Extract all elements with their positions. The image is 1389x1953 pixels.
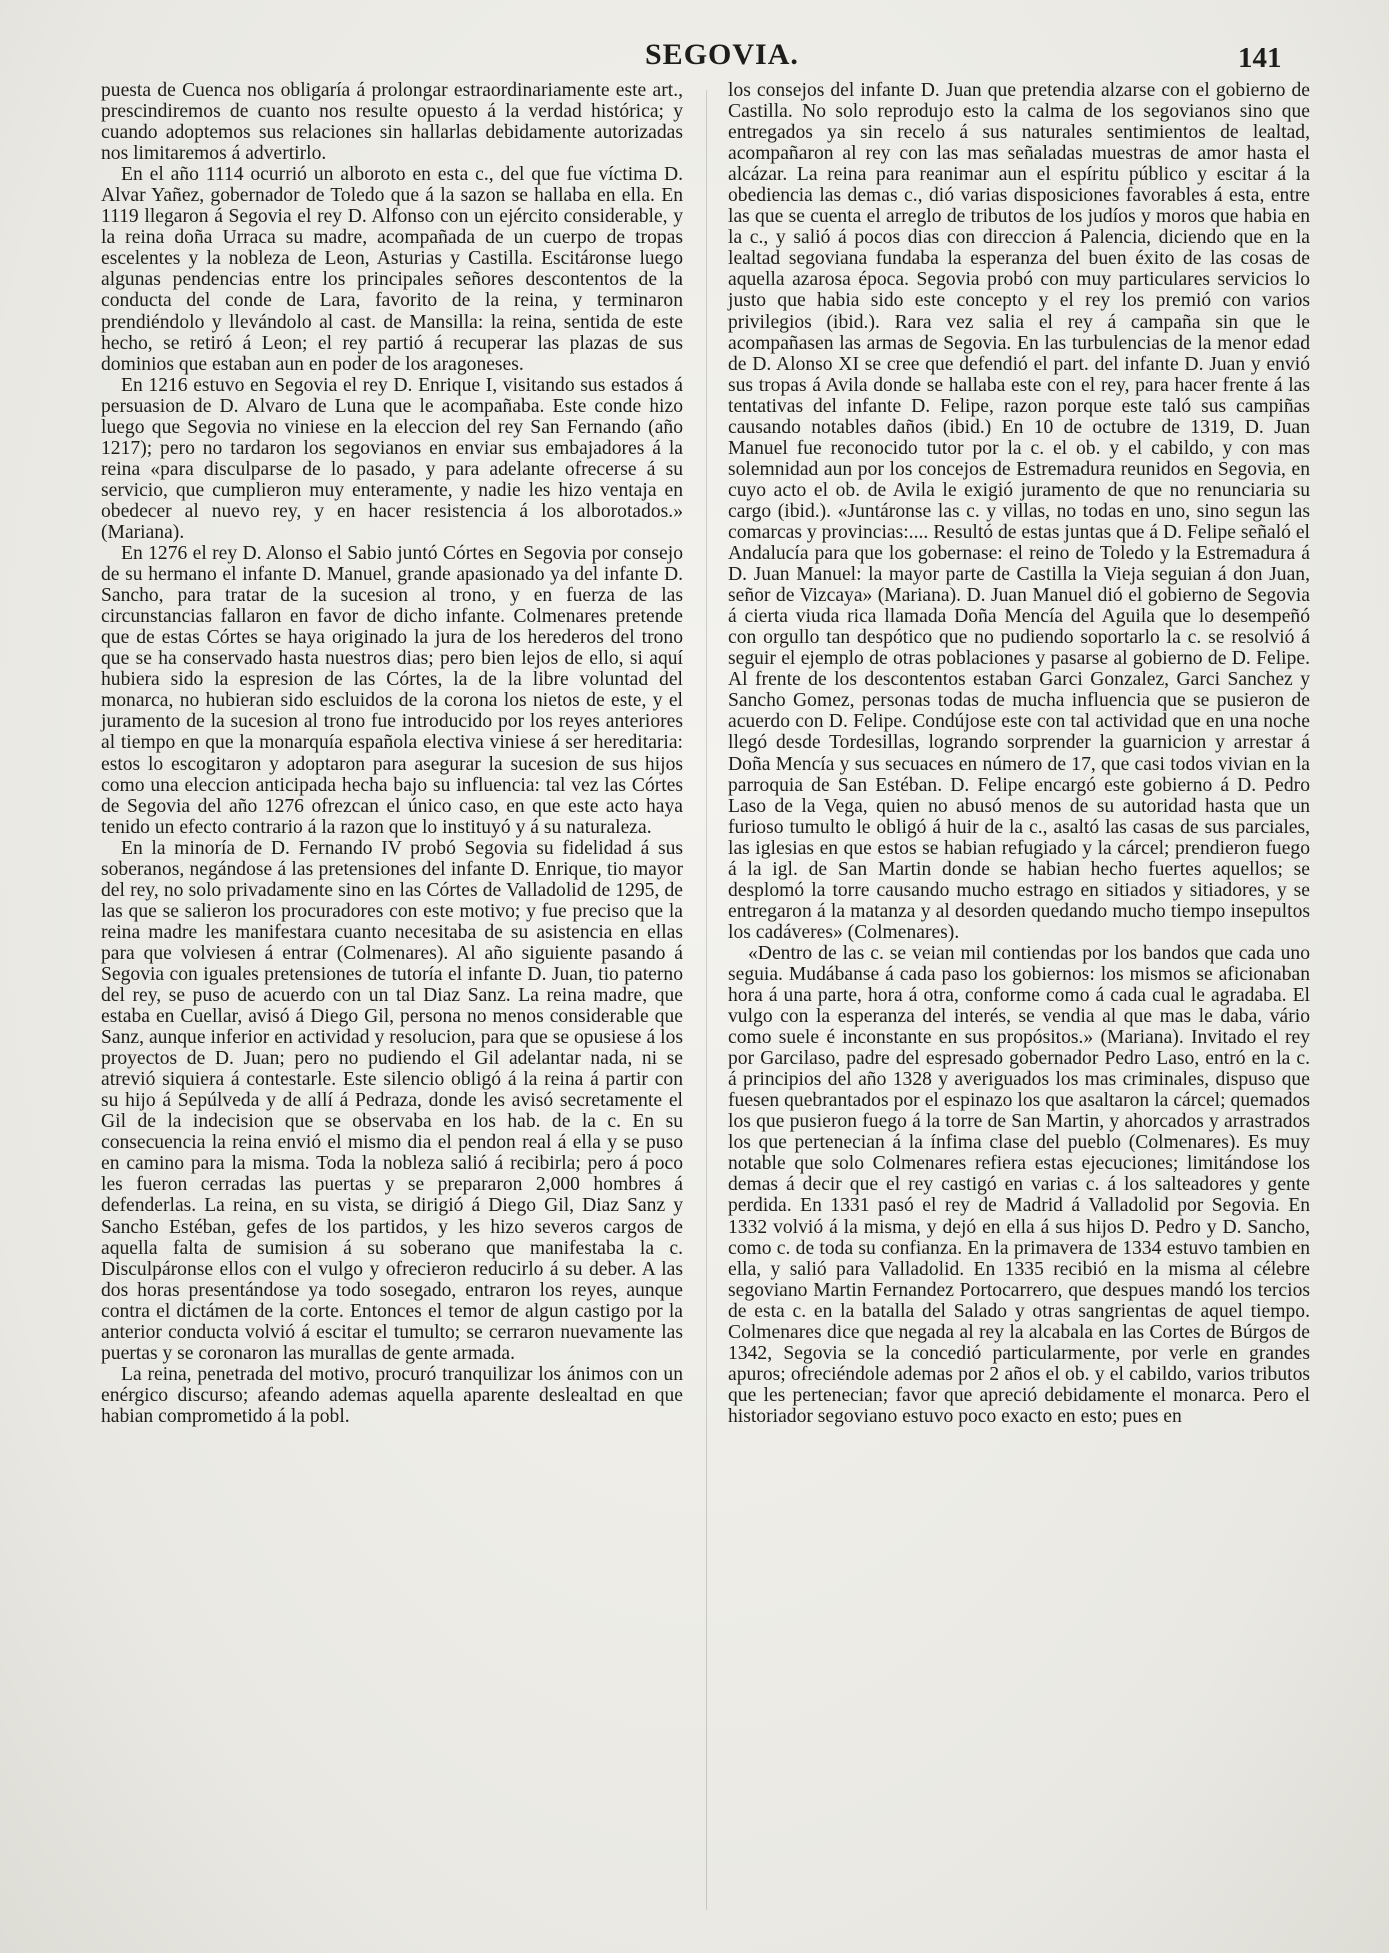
right-column: [728, 80, 1310, 1427]
running-head: SEGOVIA.: [645, 38, 799, 71]
paragraph: «Dentro de las c. se veian mil contiendas por los bandos que cada uno seguia. Mudábanse á cada paso los gobiernos: los mismos se aficionaban hora á una parte, hora á otra, conforme como á cada cual le agradaba. El vulgo con la esperanza del interés, se vendia al que mas le daba, vário como suele é inconstante en sus propósitos.» (Mariana). Invitado el rey por Garcilaso, padre del espresado gobernador Pedro Laso, entró en la c. á principios del año 1328 y averiguados los mas criminales, dispuso que fuesen quebrantados por el espinazo los que asaltaron la cárcel; quemados los que pusieron fuego á la torre de San Martin, y ahorcados y arrastrados los que pertenecian á la ínfima clase del pueblo (Colmenares). Es muy notable que solo Colmenares refiera estas ejecuciones; limitándose los demas á decir que el rey castigó en varias c. á los salteadores y gente perdida. En 1331 pasó el rey de Madrid á Valladolid por Segovia. En 1332 volvió á la misma, y dejó en ella á sus hijos D. Pedro y D. Sancho, como c. de toda su confianza. En la primavera de 1334 estuvo tambien en ella, y salió para Valladolid. En 1335 recibió en la misma al célebre segoviano Martin Fernandez Portocarrero, que despues mandó los tercios de esta c. en la batalla del Salado y otras sangrientas de aquel tiempo. Colmenares dice que negada al rey la alcabala en las Cortes de Búrgos de 1342, Segovia se la concedió particularmente, por verle en grandes apuros; ofreciéndole ademas por 2 años el ob. y el cabildo, varios tributos que les pertenecian; favor que apreció debidamente el monarca. Pero el historiador segoviano estuvo poco exacto en esto; pues en: [728, 942, 1310, 1427]
left-column: [101, 80, 683, 1427]
paragraph: En la minoría de D. Fernando IV probó Segovia su fidelidad á sus soberanos, negándose á las pretensiones del infante D. Enrique, tio mayor del rey, no solo privadamente sino en las Córtes de Valladolid de 1295, de las que se salieron los procuradores con este motivo; y fue preciso que la reina madre les manifestara cuanto necesitaba de su asistencia en ellas para que volviesen á entrar (Colmenares). Al año siguiente pasando á Segovia con iguales pretensiones de tutoría el infante D. Juan, tio paterno del rey, se puso de acuerdo con un tal Diaz Sanz. La reina madre, que estaba en Cuellar, avisó á Diego Gil, persona no menos considerable que Sanz, aunque inferior en actividad y resolucion, para que se opusiese á los proyectos de D. Juan; pero no pudiendo el Gil adelantar nada, ni se atrevió siquiera á contestarle. Este silencio obligó á la reina á partir con su hijo á Sepúlveda y de allí á Pedraza, donde les avisó secretamente el Gil de la indecision que se observaba en los hab. de la c. En su consecuencia la reina envió el mismo dia el pendon real á ella y se puso en camino para la misma. Toda la nobleza salió á recibirla; pero á poco les fueron cerradas las puertas y se prepararon 2,000 hombres á defenderlas. La reina, en su vista, se dirigió á Diego Gil, Diaz Sanz y Sancho Estéban, gefes de los partidos, y les hizo severos cargos de aquella falta de sumision á su soberano que manifestaba la c. Disculpáronse ellos con el vulgo y ofrecieron reducirlo á su deber. A las dos horas presentándose ya todo sosegado, entraron los reyes, aunque contra el dictámen de la corte. Entonces el temor de algun castigo por la anterior conducta volvió á escitar el tumulto; se cerraron nuevamente las puertas y se coronaron las murallas de gente armada.: [101, 837, 683, 1364]
paragraph: En 1276 el rey D. Alonso el Sabio juntó Córtes en Segovia por consejo de su hermano el infante D. Manuel, grande apasionado ya del infante D. Sancho, para tratar de la sucesion al trono, y en fuerza de las circunstancias fallaron en favor de dicho infante. Colmenares pretende que de estas Córtes se haya originado la jura de los herederos del trono que se ha conservado hasta nuestros dias; pero bien lejos de ello, si aquí hubiera sido la espresion de las Córtes, la de la libre voluntad del monarca, no hubieran sido escluidos de la corona los nietos de este, y el juramento de la sucesion al trono fue introducido por los reyes anteriores al tiempo en que la monarquía española electiva viniese á ser hereditaria: estos lo escogitaron y adoptaron para asegurar la sucesion de sus hijos como una eleccion anticipada hecha bajo su influencia: tal vez las Córtes de Segovia del año 1276 ofrezcan el único caso, en que este acto haya tenido un efecto contrario á la razon que lo instituyó y á su naturaleza.: [101, 543, 683, 838]
paragraph: La reina, penetrada del motivo, procuró tranquilizar los ánimos con un enérgico discurso; afeando ademas aquella aparente deslealtad en que habian comprometido á la pobl.: [101, 1363, 683, 1427]
paragraph: En el año 1114 ocurrió un alboroto en esta c., del que fue víctima D. Alvar Yañez, gobernador de Toledo que á la sazon se hallaba en ella. En 1119 llegaron á Segovia el rey D. Alfonso con un ejército considerable, y la reina doña Urraca su madre, acompañada de un cuerpo de tropas escelentes y la nobleza de Leon, Asturias y Castilla. Escitáronse luego algunas pendencias entre los principales señores descontentos de la conducta del conde de Lara, favorito de la reina, y terminaron prendiéndolo y llevándolo al cast. de Mansilla: la reina, sentida de este hecho, se retiró á Leon; el rey partió á recuperar las plazas de sus dominios que estaban aun en poder de los aragoneses.: [101, 164, 683, 375]
paragraph: En 1216 estuvo en Segovia el rey D. Enrique I, visitando sus estados á persuasion de D. Alvaro de Luna que le acompañaba. Este conde hizo luego que Segovia no viniese en la eleccion del rey San Fernando (año 1217); pero no tardaron los segovianos en enviar sus embajadores á la reina «para disculparse de lo pasado, y para adelante ofrecerse á su servicio, que cumplieron muy enteramente, y nadie les hizo ventaja en obedecer al nuevo rey, y en hacer resistencia á los alborotados.» (Mariana).: [101, 374, 683, 543]
page-number: 141: [1238, 42, 1282, 74]
paragraph: los consejos del infante D. Juan que pretendia alzarse con el gobierno de Castilla. No solo reprodujo esto la calma de los segovianos sino que entregados ya sin recelo á sus naturales sentimientos de lealtad, acompañaron al rey con las mas señaladas muestras de amor hasta el alcázar. La reina para reanimar aun el espíritu público y escitar á la obediencia las demas c., dió varias disposiciones favorables á esta, entre las que se cuenta el arreglo de tributos de los judíos y moros que habia en la c., y salió á pocos dias con direccion á Palencia, diciendo que en la lealtad segoviana fundaba la esperanza del buen éxito de las cosas de aquella azarosa época. Segovia probó con muy particulares servicios lo justo que habia sido este concepto y el rey los premió con varios privilegios (ibid.). Rara vez salia el rey á campaña sin que le acompañasen las armas de Segovia. En las turbulencias de la menor edad de D. Alonso XI se cree que defendió el part. del infante D. Juan y envió sus tropas á Avila donde se hallaba este con el rey, para hacer frente á las tentativas del infante D. Felipe, razon porque este taló sus campiñas causando notables daños (ibid.) En 10 de octubre de 1319, D. Juan Manuel fue reconocido tutor por la c. el ob. y el cabildo, y con mas solemnidad aun por los concejos de Estremadura reunidos en Segovia, en cuyo acto el ob. de Avila le exigió juramento de que no renunciaria su cargo (ibid.). «Juntáronse las c. y villas, no todas en uno, sino segun las comarcas y provincias:.... Resultó de estas juntas que á D. Felipe señaló el Andalucía para que los gobernase: el reino de Toledo y la Estremadura á D. Juan Manuel: la mayor parte de Castilla la Vieja seguian á don Juan, señor de Vizcaya» (Mariana). D. Juan Manuel dió el gobierno de Segovia á cierta viuda rica llamada Doña Mencía del Aguila que lo desempeñó con orgullo tan despótico que no pudiendo soportarlo la c. se resolvió á seguir el ejemplo de otras poblaciones y pasarse al gobierno de D. Felipe. Al frente de los descontentos estaban Garci Gonzalez, Garci Sanchez y Sancho Gomez, personas todas de mucha influencia que se pusieron de acuerdo con D. Felipe. Condújose este con tal actividad que en una noche llegó desde Tordesillas, logrando sorprender la guarnicion y arrestar á Doña Mencía y sus secuaces en número de 17, que casi todos vivian en la parroquia de San Estéban. D. Felipe encargó este gobierno á D. Pedro Laso de la Vega, quien no abusó menos de su autoridad hasta que un furioso tumulto le obligó á huir de la c., asaltó las casas de sus parciales, las iglesias en que estos se habian refugiado y la cárcel; prendieron fuego á la igl. de San Martin donde se habian hecho fuertes aquellos; se desplomó la torre causando mucho estrago en sitiados y sitiadores, y se entregaron á la matanza y al desorden quedando mucho tiempo insepultos los cadáveres» (Colmenares).: [728, 80, 1310, 943]
paragraph: puesta de Cuenca nos obligaría á prolongar estraordinariamente este art., prescindiremos de cuanto nos resulte opuesto á la verdad histórica; y cuando adoptemos sus relaciones sin hallarlas debidamente autorizadas nos limitaremos á advertirlo.: [101, 80, 683, 165]
column-divider: [706, 90, 707, 1910]
